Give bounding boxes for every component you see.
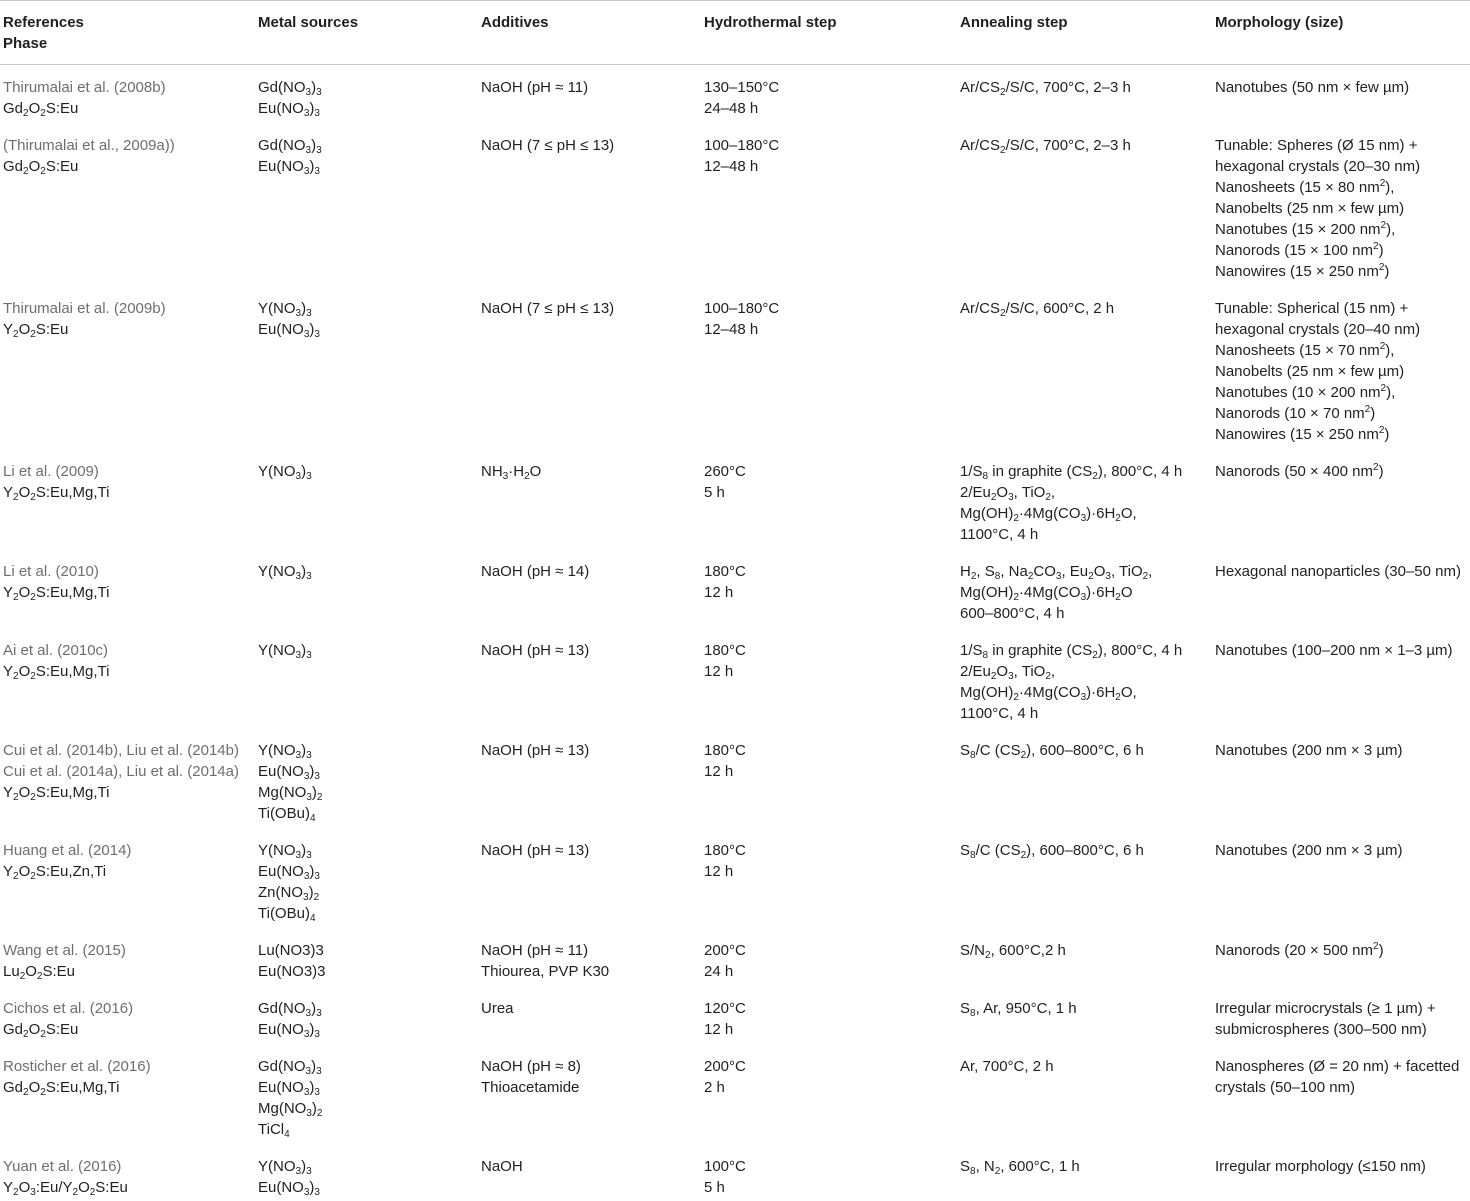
metal-sources-cell	[258, 448, 481, 548]
table-header	[0, 1, 1470, 65]
cell-line: $Y(NO_3)_3$	[258, 640, 481, 661]
morphology-cell	[1215, 827, 1470, 927]
references-cell	[0, 627, 258, 727]
morphology-cell	[1215, 448, 1470, 548]
cell-line: 130–150°C	[704, 77, 960, 98]
table-row	[0, 1143, 1470, 1201]
cell-line: $NH_3\cdot H_2O$	[481, 461, 704, 482]
phase-formula: $Y_2O_2S:Eu,Mg,Ti$	[3, 482, 258, 503]
cell-line: 12 h	[704, 1019, 960, 1040]
annealing-cell	[960, 927, 1215, 985]
cell-line: Nanorods (20 × 500 $nm^2$)	[1215, 940, 1470, 961]
reference-citation[interactable]: Wang et al. (2015)	[3, 940, 258, 961]
cell-line: Nanotubes (100–200 nm × 1–3 µm)	[1215, 640, 1470, 661]
cell-line: 1100°C, 4 h	[960, 524, 1215, 545]
additives-cell	[481, 548, 704, 627]
hydrothermal-cell	[704, 627, 960, 727]
metal-sources-cell	[258, 985, 481, 1043]
cell-line: 1100°C, 4 h	[960, 703, 1215, 724]
cell-line: $Y(NO_3)_3$	[258, 840, 481, 861]
cell-line: $Eu(NO_3)_3$	[258, 1177, 481, 1198]
cell-line: NaOH	[481, 1156, 704, 1177]
cell-line: $S/N_2$, 600°C,2 h	[960, 940, 1215, 961]
cell-line: Urea	[481, 998, 704, 1019]
table-row	[0, 285, 1470, 448]
hydrothermal-cell	[704, 548, 960, 627]
annealing-cell	[960, 448, 1215, 548]
table-row	[0, 827, 1470, 927]
cell-line: crystals (50–100 nm)	[1215, 1077, 1470, 1098]
cell-line: $2/Eu_2O_3$, TiO$_2$,	[960, 661, 1215, 682]
cell-line: $Zn(NO_3)_2$	[258, 882, 481, 903]
cell-line: Nanotubes (10 × 200 $nm^2$),	[1215, 382, 1470, 403]
table-row	[0, 1043, 1470, 1143]
metal-sources-cell	[258, 727, 481, 827]
cell-line: $H_2$, $S_8$, $Na_2CO_3$, $Eu_2O_3$, TiO$_2$,	[960, 561, 1215, 582]
cell-line: Nanobelts (25 nm × few µm)	[1215, 198, 1470, 219]
metal-sources-cell	[258, 65, 481, 123]
cell-line: Nanospheres (Ø = 20 nm) + facetted	[1215, 1056, 1470, 1077]
hydrothermal-cell	[704, 1143, 960, 1201]
phase-formula: $Y_2O_2S:Eu,Zn,Ti$	[3, 861, 258, 882]
cell-line: 260°C	[704, 461, 960, 482]
additives-cell	[481, 1143, 704, 1201]
cell-line: 200°C	[704, 940, 960, 961]
cell-line: 5 h	[704, 482, 960, 503]
hydrothermal-cell	[704, 448, 960, 548]
cell-line: 12 h	[704, 582, 960, 603]
reference-citation[interactable]: Ai et al. (2010c)	[3, 640, 258, 661]
morphology-cell	[1215, 285, 1470, 448]
cell-line: Eu(NO3)3	[258, 961, 481, 982]
cell-line: 100°C	[704, 1156, 960, 1177]
header-hydrothermal-step: Hydrothermal step	[704, 1, 960, 65]
cell-line: Tunable: Spherical (15 nm) +	[1215, 298, 1470, 319]
table-row	[0, 727, 1470, 827]
metal-sources-cell	[258, 548, 481, 627]
cell-line: Nanotubes (50 nm × few µm)	[1215, 77, 1470, 98]
additives-cell	[481, 285, 704, 448]
reference-citation[interactable]: Cichos et al. (2016)	[3, 998, 258, 1019]
cell-line: 12 h	[704, 661, 960, 682]
cell-line: $Y(NO_3)_3$	[258, 461, 481, 482]
cell-line: 24 h	[704, 961, 960, 982]
cell-line: Ar, 700°C, 2 h	[960, 1056, 1215, 1077]
cell-line: $Eu(NO_3)_3$	[258, 98, 481, 119]
references-cell	[0, 985, 258, 1043]
annealing-cell	[960, 727, 1215, 827]
cell-line: $Gd(NO_3)_3$	[258, 135, 481, 156]
morphology-cell	[1215, 548, 1470, 627]
cell-line: NaOH (7 ≤ pH ≤ 13)	[481, 298, 704, 319]
annealing-cell	[960, 985, 1215, 1043]
phase-formula: $Lu_2O_2S:Eu$	[3, 961, 258, 982]
cell-line: $Y(NO_3)_3$	[258, 1156, 481, 1177]
cell-line: $Mg(NO_3)_2$	[258, 1098, 481, 1119]
cell-line: Irregular morphology (≤150 nm)	[1215, 1156, 1470, 1177]
table-row	[0, 65, 1470, 123]
hydrothermal-cell	[704, 727, 960, 827]
cell-line: $Eu(NO_3)_3$	[258, 861, 481, 882]
cell-line: Thiourea, PVP K30	[481, 961, 704, 982]
cell-line: 100–180°C	[704, 298, 960, 319]
references-cell	[0, 448, 258, 548]
references-cell	[0, 285, 258, 448]
hydrothermal-cell	[704, 985, 960, 1043]
cell-line: NaOH (pH ≈ 13)	[481, 740, 704, 761]
morphology-cell	[1215, 1143, 1470, 1201]
cell-line: $Eu(NO_3)_3$	[258, 1077, 481, 1098]
phase-formula: $Gd_2O_2S:Eu$	[3, 98, 258, 119]
cell-line: $Y(NO_3)_3$	[258, 298, 481, 319]
cell-line: 24–48 h	[704, 98, 960, 119]
phase-formula: $Y_2O_2S:Eu,Mg,Ti$	[3, 782, 258, 803]
cell-line: $S_8$, Ar, 950°C, 1 h	[960, 998, 1215, 1019]
cell-line: 12 h	[704, 861, 960, 882]
cell-line: $Ti(OBu)_4$	[258, 803, 481, 824]
metal-sources-cell	[258, 827, 481, 927]
cell-line: submicrospheres (300–500 nm)	[1215, 1019, 1470, 1040]
cell-line: 120°C	[704, 998, 960, 1019]
cell-line: Nanobelts (25 nm × few µm)	[1215, 361, 1470, 382]
morphology-cell	[1215, 627, 1470, 727]
cell-line: Nanorods (15 × 100 $nm^2$)	[1215, 240, 1470, 261]
cell-line: Irregular microcrystals (≥ 1 µm) +	[1215, 998, 1470, 1019]
phase-formula: $Y_2O_2S:Eu,Mg,Ti$	[3, 661, 258, 682]
cell-line: 12 h	[704, 761, 960, 782]
cell-line: Nanowires (15 × 250 $nm^2$)	[1215, 424, 1470, 445]
header-morphology: Morphology (size)	[1215, 1, 1470, 65]
cell-line: 600–800°C, 4 h	[960, 603, 1215, 624]
hydrothermal-cell	[704, 65, 960, 123]
annealing-cell	[960, 122, 1215, 285]
cell-line: NaOH (pH ≈ 13)	[481, 640, 704, 661]
cell-line: $Ar/CS_2/S/C$, 700°C, 2–3 h	[960, 135, 1215, 156]
cell-line: 180°C	[704, 640, 960, 661]
phase-formula: $Gd_2O_2S:Eu,Mg,Ti$	[3, 1077, 258, 1098]
cell-line: $Mg(OH)_2\cdot 4Mg(CO_3)\cdot 6H_2O$	[960, 582, 1215, 603]
additives-cell	[481, 927, 704, 985]
morphology-cell	[1215, 727, 1470, 827]
hydrothermal-cell	[704, 827, 960, 927]
cell-line: $Mg(OH)_2\cdot 4Mg(CO_3)\cdot 6H_2O$,	[960, 503, 1215, 524]
cell-line: NaOH (7 ≤ pH ≤ 13)	[481, 135, 704, 156]
metal-sources-cell	[258, 1043, 481, 1143]
reference-citation[interactable]: (Thirumalai et al., 2009a))	[3, 135, 258, 156]
additives-cell	[481, 985, 704, 1043]
cell-line: Thioacetamide	[481, 1077, 704, 1098]
cell-line: hexagonal crystals (20–30 nm)	[1215, 156, 1470, 177]
header-metal-sources: Metal sources	[258, 1, 481, 65]
cell-line: 12–48 h	[704, 156, 960, 177]
phase-formula: $Gd_2O_2S:Eu$	[3, 156, 258, 177]
cell-line: $Mg(OH)_2\cdot 4Mg(CO_3)\cdot 6H_2O$,	[960, 682, 1215, 703]
morphology-cell	[1215, 1043, 1470, 1143]
cell-line: hexagonal crystals (20–40 nm)	[1215, 319, 1470, 340]
reference-citation[interactable]: Yuan et al. (2016)	[3, 1156, 258, 1177]
reference-citation[interactable]: Thirumalai et al. (2009b)	[3, 298, 258, 319]
cell-line: $Ar/CS_2/S/C$, 700°C, 2–3 h	[960, 77, 1215, 98]
references-cell	[0, 1143, 258, 1201]
cell-line: TiCl$_4$	[258, 1119, 481, 1140]
annealing-cell	[960, 548, 1215, 627]
phase-formula: $Y_2O_2S:Eu$	[3, 319, 258, 340]
cell-line: 180°C	[704, 740, 960, 761]
table-row	[0, 985, 1470, 1043]
hydrothermal-cell	[704, 927, 960, 985]
table-row	[0, 548, 1470, 627]
cell-line: NaOH (pH ≈ 11)	[481, 77, 704, 98]
annealing-cell	[960, 1143, 1215, 1201]
phase-formula: $Y_2O_3:Eu/Y_2O_2S:Eu$	[3, 1177, 258, 1198]
references-cell	[0, 122, 258, 285]
cell-line: $Ar/CS_2/S/C$, 600°C, 2 h	[960, 298, 1215, 319]
cell-line: $Ti(OBu)_4$	[258, 903, 481, 924]
cell-line: NaOH (pH ≈ 8)	[481, 1056, 704, 1077]
cell-line: 2 h	[704, 1077, 960, 1098]
metal-sources-cell	[258, 1143, 481, 1201]
cell-line: $Mg(NO_3)_2$	[258, 782, 481, 803]
additives-cell	[481, 448, 704, 548]
cell-line: $1/S_8$ in graphite $(CS_2)$, 800°C, 4 h	[960, 461, 1215, 482]
cell-line: $Eu(NO_3)_3$	[258, 1019, 481, 1040]
additives-cell	[481, 1043, 704, 1143]
cell-line: $Eu(NO_3)_3$	[258, 761, 481, 782]
cell-line: 12–48 h	[704, 319, 960, 340]
references-cell	[0, 548, 258, 627]
cell-line: Nanosheets (15 × 80 $nm^2$),	[1215, 177, 1470, 198]
cell-line: $Eu(NO_3)_3$	[258, 319, 481, 340]
reference-citation[interactable]: Huang et al. (2014)	[3, 840, 258, 861]
metal-sources-cell	[258, 122, 481, 285]
hydrothermal-cell	[704, 285, 960, 448]
cell-line: Nanotubes (200 nm × 3 µm)	[1215, 740, 1470, 761]
references-cell	[0, 727, 258, 827]
reference-citation[interactable]: Cui et al. (2014b), Liu et al. (2014b)	[3, 740, 258, 761]
reference-citation[interactable]: Li et al. (2009)	[3, 461, 258, 482]
additives-cell	[481, 122, 704, 285]
cell-line: Nanosheets (15 × 70 $nm^2$),	[1215, 340, 1470, 361]
cell-line: $1/S_8$ in graphite $(CS_2)$, 800°C, 4 h	[960, 640, 1215, 661]
cell-line: 180°C	[704, 561, 960, 582]
cell-line: $S_8/C$ $(CS_2)$, 600–800°C, 6 h	[960, 840, 1215, 861]
metal-sources-cell	[258, 285, 481, 448]
hydrothermal-cell	[704, 122, 960, 285]
morphology-cell	[1215, 927, 1470, 985]
annealing-cell	[960, 627, 1215, 727]
reference-citation[interactable]: Rosticher et al. (2016)	[3, 1056, 258, 1077]
annealing-cell	[960, 827, 1215, 927]
cell-line: Nanowires (15 × 250 $nm^2$)	[1215, 261, 1470, 282]
metal-sources-cell	[258, 927, 481, 985]
header-annealing-step: Annealing step	[960, 1, 1215, 65]
table-row	[0, 927, 1470, 985]
cell-line: $Gd(NO_3)_3$	[258, 998, 481, 1019]
cell-line: NaOH (pH ≈ 11)	[481, 940, 704, 961]
cell-line: $Y(NO_3)_3$	[258, 561, 481, 582]
phase-formula: $Y_2O_2S:Eu,Mg,Ti$	[3, 582, 258, 603]
cell-line: Nanorods (10 × 70 $nm^2$)	[1215, 403, 1470, 424]
annealing-cell	[960, 285, 1215, 448]
table-body	[0, 65, 1470, 1201]
references-cell	[0, 1043, 258, 1143]
annealing-cell	[960, 65, 1215, 123]
reference-citation[interactable]: Cui et al. (2014a), Liu et al. (2014a)	[3, 761, 258, 782]
cell-line: $Y(NO_3)_3$	[258, 740, 481, 761]
cell-line: $Gd(NO_3)_3$	[258, 77, 481, 98]
additives-cell	[481, 727, 704, 827]
additives-cell	[481, 65, 704, 123]
cell-line: $Eu(NO_3)_3$	[258, 156, 481, 177]
cell-line: NaOH (pH ≈ 13)	[481, 840, 704, 861]
cell-line: Lu(NO3)3	[258, 940, 481, 961]
additives-cell	[481, 827, 704, 927]
cell-line: $Gd(NO_3)_3$	[258, 1056, 481, 1077]
morphology-cell	[1215, 985, 1470, 1043]
additives-cell	[481, 627, 704, 727]
cell-line: $S_8/C$ $(CS_2)$, 600–800°C, 6 h	[960, 740, 1215, 761]
cell-line: 180°C	[704, 840, 960, 861]
cell-line: Nanotubes (200 nm × 3 µm)	[1215, 840, 1470, 861]
cell-line: Tunable: Spheres (Ø 15 nm) +	[1215, 135, 1470, 156]
cell-line: 200°C	[704, 1056, 960, 1077]
table-row	[0, 122, 1470, 285]
morphology-cell	[1215, 122, 1470, 285]
cell-line: $2/Eu_2O_3$, TiO$_2$,	[960, 482, 1215, 503]
cell-line: Nanorods (50 × 400 $nm^2$)	[1215, 461, 1470, 482]
cell-line: $S_8$, $N_2$, 600°C, 1 h	[960, 1156, 1215, 1177]
annealing-cell	[960, 1043, 1215, 1143]
metal-sources-cell	[258, 627, 481, 727]
references-cell	[0, 827, 258, 927]
references-cell	[0, 927, 258, 985]
reference-citation[interactable]: Li et al. (2010)	[3, 561, 258, 582]
phase-formula: $Gd_2O_2S:Eu$	[3, 1019, 258, 1040]
hydrothermal-cell	[704, 1043, 960, 1143]
cell-line: NaOH (pH ≈ 14)	[481, 561, 704, 582]
header-additives: Additives	[481, 1, 704, 65]
references-cell	[0, 65, 258, 123]
morphology-cell	[1215, 65, 1470, 123]
table-row	[0, 448, 1470, 548]
header-references-phase: References Phase	[0, 1, 258, 65]
cell-line: Nanotubes (15 × 200 $nm^2$),	[1215, 219, 1470, 240]
table-row	[0, 627, 1470, 727]
cell-line: 5 h	[704, 1177, 960, 1198]
cell-line: 100–180°C	[704, 135, 960, 156]
reference-citation[interactable]: Thirumalai et al. (2008b)	[3, 77, 258, 98]
cell-line: Hexagonal nanoparticles (30–50 nm)	[1215, 561, 1470, 582]
